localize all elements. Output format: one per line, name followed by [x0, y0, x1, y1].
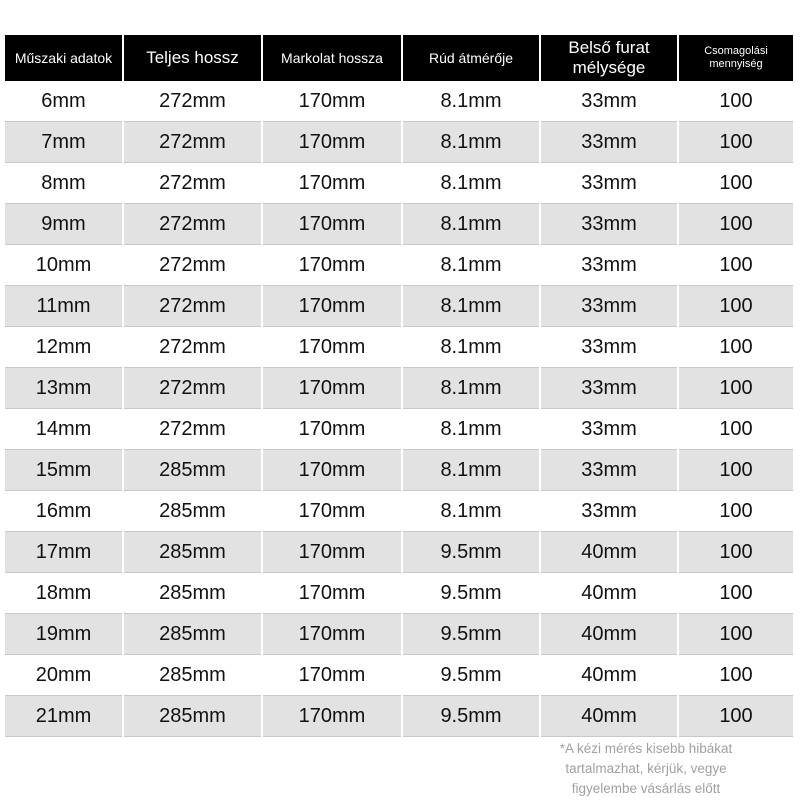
cell-quantity: 100 — [678, 327, 793, 368]
cell-quantity: 100 — [678, 532, 793, 573]
table-row — [5, 573, 793, 614]
table-row — [5, 163, 793, 204]
header-inner-bore-depth: Belső furat mélysége — [540, 35, 678, 81]
cell-specification: 10mm — [5, 245, 123, 286]
cell-handle-length: 170mm — [262, 163, 402, 204]
cell-total-length: 272mm — [123, 245, 262, 286]
cell-specification: 11mm — [5, 286, 123, 327]
cell-quantity: 100 — [678, 573, 793, 614]
cell-specification: 17mm — [5, 532, 123, 573]
cell-quantity: 100 — [678, 81, 793, 122]
cell-quantity: 100 — [678, 163, 793, 204]
cell-specification: 19mm — [5, 614, 123, 655]
cell-total-length: 272mm — [123, 409, 262, 450]
cell-specification: 16mm — [5, 491, 123, 532]
cell-handle-length: 170mm — [262, 368, 402, 409]
cell-quantity: 100 — [678, 696, 793, 737]
table-row — [5, 450, 793, 491]
cell-specification: 7mm — [5, 122, 123, 163]
cell-handle-length: 170mm — [262, 245, 402, 286]
cell-rod-diameter: 8.1mm — [402, 81, 540, 122]
footnote-line: *A kézi mérés kisebb hibákat — [559, 741, 733, 756]
header-total-length: Teljes hossz — [123, 35, 262, 81]
cell-handle-length: 170mm — [262, 122, 402, 163]
table-header — [5, 35, 793, 81]
footnote — [526, 739, 766, 799]
cell-quantity: 100 — [678, 245, 793, 286]
cell-specification: 21mm — [5, 696, 123, 737]
table-row — [5, 532, 793, 573]
table-row — [5, 327, 793, 368]
cell-handle-length: 170mm — [262, 327, 402, 368]
cell-bore-depth: 33mm — [540, 245, 678, 286]
cell-rod-diameter: 9.5mm — [402, 532, 540, 573]
cell-total-length: 272mm — [123, 163, 262, 204]
cell-total-length: 285mm — [123, 491, 262, 532]
cell-bore-depth: 33mm — [540, 491, 678, 532]
cell-quantity: 100 — [678, 614, 793, 655]
cell-specification: 13mm — [5, 368, 123, 409]
cell-quantity: 100 — [678, 368, 793, 409]
header-row — [5, 35, 793, 81]
cell-total-length: 285mm — [123, 450, 262, 491]
cell-total-length: 272mm — [123, 286, 262, 327]
cell-handle-length: 170mm — [262, 532, 402, 573]
cell-quantity: 100 — [678, 655, 793, 696]
cell-bore-depth: 33mm — [540, 327, 678, 368]
cell-rod-diameter: 9.5mm — [402, 655, 540, 696]
cell-specification: 6mm — [5, 81, 123, 122]
cell-rod-diameter: 8.1mm — [402, 163, 540, 204]
cell-bore-depth: 33mm — [540, 163, 678, 204]
table-row — [5, 491, 793, 532]
cell-rod-diameter: 8.1mm — [402, 286, 540, 327]
cell-handle-length: 170mm — [262, 491, 402, 532]
cell-total-length: 272mm — [123, 204, 262, 245]
cell-bore-depth: 33mm — [540, 409, 678, 450]
cell-bore-depth: 33mm — [540, 204, 678, 245]
table-row — [5, 81, 793, 122]
cell-handle-length: 170mm — [262, 204, 402, 245]
cell-rod-diameter: 8.1mm — [402, 327, 540, 368]
table-row — [5, 614, 793, 655]
cell-total-length: 285mm — [123, 655, 262, 696]
cell-rod-diameter: 9.5mm — [402, 696, 540, 737]
cell-quantity: 100 — [678, 491, 793, 532]
cell-specification: 8mm — [5, 163, 123, 204]
cell-handle-length: 170mm — [262, 614, 402, 655]
cell-bore-depth: 33mm — [540, 81, 678, 122]
header-specification: Műszaki adatok — [5, 35, 123, 81]
header-handle-length: Markolat hossza — [262, 35, 402, 81]
cell-quantity: 100 — [678, 122, 793, 163]
specification-table — [5, 35, 793, 737]
cell-rod-diameter: 8.1mm — [402, 204, 540, 245]
cell-handle-length: 170mm — [262, 655, 402, 696]
cell-rod-diameter: 8.1mm — [402, 122, 540, 163]
cell-specification: 14mm — [5, 409, 123, 450]
cell-bore-depth: 33mm — [540, 286, 678, 327]
cell-handle-length: 170mm — [262, 573, 402, 614]
cell-rod-diameter: 8.1mm — [402, 491, 540, 532]
table-row — [5, 655, 793, 696]
cell-handle-length: 170mm — [262, 409, 402, 450]
cell-rod-diameter: 8.1mm — [402, 245, 540, 286]
cell-specification: 15mm — [5, 450, 123, 491]
cell-handle-length: 170mm — [262, 286, 402, 327]
cell-bore-depth: 40mm — [540, 696, 678, 737]
cell-bore-depth: 40mm — [540, 532, 678, 573]
cell-handle-length: 170mm — [262, 696, 402, 737]
cell-total-length: 285mm — [123, 532, 262, 573]
table-body — [5, 81, 793, 737]
cell-handle-length: 170mm — [262, 450, 402, 491]
cell-rod-diameter: 8.1mm — [402, 368, 540, 409]
table-row — [5, 409, 793, 450]
cell-specification: 12mm — [5, 327, 123, 368]
cell-specification: 18mm — [5, 573, 123, 614]
header-package-quantity: Csomagolási mennyiség — [678, 35, 793, 81]
table-row — [5, 286, 793, 327]
cell-specification: 20mm — [5, 655, 123, 696]
cell-bore-depth: 33mm — [540, 450, 678, 491]
cell-rod-diameter: 9.5mm — [402, 614, 540, 655]
table-row — [5, 696, 793, 737]
cell-rod-diameter: 8.1mm — [402, 409, 540, 450]
cell-bore-depth: 40mm — [540, 655, 678, 696]
footnote-line: tartalmazhat, kérjük, vegye — [565, 761, 727, 776]
cell-total-length: 272mm — [123, 81, 262, 122]
cell-rod-diameter: 9.5mm — [402, 573, 540, 614]
table-row — [5, 122, 793, 163]
cell-total-length: 285mm — [123, 573, 262, 614]
cell-bore-depth: 33mm — [540, 368, 678, 409]
table-row — [5, 368, 793, 409]
cell-rod-diameter: 8.1mm — [402, 450, 540, 491]
cell-total-length: 272mm — [123, 368, 262, 409]
cell-total-length: 285mm — [123, 614, 262, 655]
table-row — [5, 204, 793, 245]
cell-total-length: 272mm — [123, 122, 262, 163]
cell-bore-depth: 40mm — [540, 614, 678, 655]
cell-quantity: 100 — [678, 409, 793, 450]
cell-bore-depth: 40mm — [540, 573, 678, 614]
cell-quantity: 100 — [678, 450, 793, 491]
table-row — [5, 245, 793, 286]
cell-total-length: 272mm — [123, 327, 262, 368]
footnote-line: figyelembe vásárlás előtt — [571, 781, 721, 796]
cell-quantity: 100 — [678, 286, 793, 327]
cell-specification: 9mm — [5, 204, 123, 245]
header-rod-diameter: Rúd átmérője — [402, 35, 540, 81]
cell-handle-length: 170mm — [262, 81, 402, 122]
cell-bore-depth: 33mm — [540, 122, 678, 163]
cell-quantity: 100 — [678, 204, 793, 245]
cell-total-length: 285mm — [123, 696, 262, 737]
